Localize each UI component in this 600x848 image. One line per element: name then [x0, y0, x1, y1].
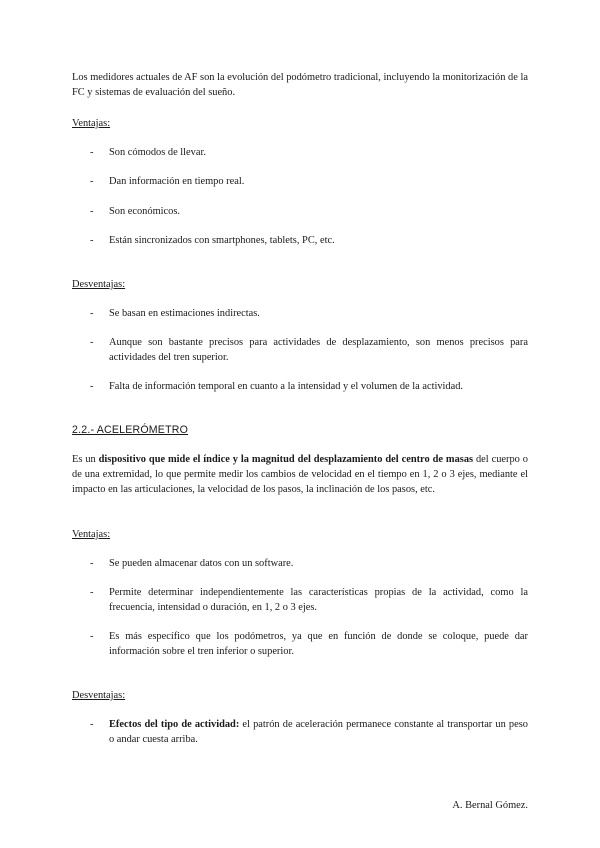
pedometer-advantages-heading: Ventajas: [72, 118, 111, 129]
accelerometer-disadvantages-heading: Desventajas: [72, 690, 126, 701]
list-item-text: Se pueden almacenar datos con un software. [109, 558, 294, 569]
list-item [72, 585, 528, 615]
list-item [72, 379, 528, 394]
bullet-dash: - [90, 337, 94, 348]
bullet-dash: - [90, 719, 94, 730]
definition-prefix: Es un [72, 454, 99, 465]
accelerometer-advantages-heading: Ventajas: [72, 529, 111, 540]
list-item-text: Permite determinar independientemente las características propias de la actividad, como la frecuencia, intensidad o duración, en 1, 2 o 3 ejes. [109, 587, 528, 613]
bullet-dash: - [90, 631, 94, 642]
list-item-text: Es más específico que los podómetros, ya que en función de donde se coloque, puede dar información sobre el tren inferior o superior. [109, 631, 528, 657]
section-title-accelerometer: 2.2.- ACELERÓMETRO [72, 424, 189, 436]
list-item-text: Son cómodos de llevar. [109, 147, 206, 158]
list-item-text: Dan información en tiempo real. [109, 176, 245, 187]
bullet-dash: - [90, 176, 94, 187]
footer-author: A. Bernal Gómez. [452, 800, 528, 811]
definition-suffix: del cuerpo o de una extremidad, lo que permite medir los cambios de velocidad en el tiempo en 1, 2 o 3 ejes, mediante el impacto en las articulaciones, la velocidad de los pasos, la inclinación de los pasos, etc. [72, 454, 529, 495]
bullet-dash: - [90, 147, 94, 158]
list-item [72, 306, 528, 321]
definition-bold: dispositivo que mide el índice y la magnitud del desplazamiento del centro de masas [98, 454, 474, 465]
bullet-dash: - [90, 206, 94, 217]
list-item-text: Falta de información temporal en cuanto a la intensidad y el volumen de la actividad. [109, 381, 464, 392]
intro-paragraph: Los medidores actuales de AF son la evolución del podómetro tradicional, incluyendo la monitorización de la FC y sistemas de evaluación del sueño. [72, 72, 528, 98]
list-item [72, 145, 528, 160]
list-item [72, 335, 528, 365]
list-item-text: Son económicos. [109, 206, 180, 217]
list-item-text [109, 717, 528, 747]
accelerometer-definition-paragraph [72, 452, 528, 497]
bullet-dash: - [90, 381, 94, 392]
item-bold-lead: Efectos del tipo de actividad: [109, 719, 240, 730]
list-item [72, 174, 528, 189]
list-item [72, 233, 528, 248]
bullet-dash: - [90, 558, 94, 569]
bullet-dash: - [90, 235, 94, 246]
list-item [72, 717, 528, 747]
pedometer-disadvantages-heading: Desventajas: [72, 279, 126, 290]
bullet-dash: - [90, 587, 94, 598]
list-item [72, 556, 528, 571]
list-item [72, 629, 528, 659]
bullet-dash: - [90, 308, 94, 319]
list-item [72, 204, 528, 219]
list-item-text: Están sincronizados con smartphones, tablets, PC, etc. [109, 235, 335, 246]
list-item-text: Se basan en estimaciones indirectas. [109, 308, 260, 319]
item-body: el patrón de aceleración permanece constante al transportar un peso o andar cuesta arriba. [109, 719, 528, 745]
list-item-text: Aunque son bastante precisos para actividades de desplazamiento, son menos precisos para actividades del tren superior. [109, 337, 528, 363]
